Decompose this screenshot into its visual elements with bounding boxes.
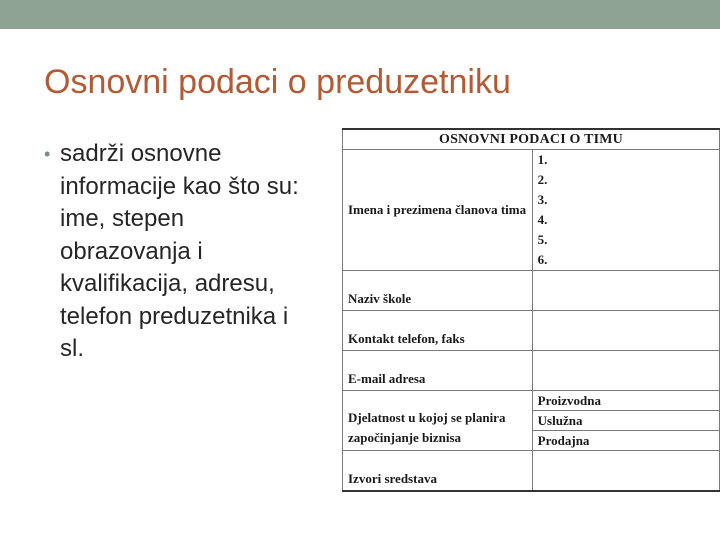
bullet-list <box>44 138 344 366</box>
activity-label-line: Djelatnost u kojoj se planira <box>348 409 506 425</box>
activity-option-production: Proizvodna <box>532 391 719 411</box>
table-header-row <box>343 129 720 150</box>
member-number: 3. <box>537 192 548 207</box>
activity-label-line: započinjanje biznisa <box>348 429 462 445</box>
member-number: 6. <box>537 252 548 267</box>
bullet-line: telefon preduzetnika i <box>60 302 289 330</box>
funding-value-cell <box>532 451 719 491</box>
bullet-marker: • <box>44 144 51 164</box>
bullet-line: obrazovanja i <box>60 237 203 265</box>
table-row-school <box>343 271 720 311</box>
bullet-line: kvalifikacija, adresu, <box>60 270 275 297</box>
slide-title: Osnovni podaci o preduzetniku <box>44 63 511 101</box>
email-label: E-mail adresa <box>343 351 533 391</box>
funding-label: Izvori sredstava <box>343 451 533 491</box>
member-number-list <box>532 150 719 271</box>
bullet-line: ime, stepen <box>60 205 185 232</box>
table-row-members <box>343 150 720 271</box>
bullet-item <box>44 138 344 366</box>
table-row-funding <box>343 451 720 491</box>
member-number: 1. <box>537 152 548 167</box>
bullet-line: sadrži osnovne <box>60 140 222 167</box>
contact-label: Kontakt telefon, faks <box>343 311 533 351</box>
bullet-line: informacije kao što su: <box>60 172 299 200</box>
contact-value-cell <box>532 311 719 351</box>
team-members-label: Imena i prezimena članova tima <box>343 150 533 271</box>
bullet-line: sl. <box>60 335 84 362</box>
table-row-email <box>343 351 720 391</box>
member-number: 5. <box>537 232 548 247</box>
bullet-text <box>60 138 344 366</box>
team-info-table <box>342 128 720 492</box>
top-accent-band <box>0 0 720 29</box>
activity-label <box>343 391 533 451</box>
activity-option-service: Uslužna <box>532 411 719 431</box>
table-header: OSNOVNI PODACI O TIMU <box>343 129 720 150</box>
member-number: 4. <box>537 212 548 227</box>
school-value-cell <box>532 271 719 311</box>
member-number: 2. <box>537 172 548 187</box>
activity-option-sales: Prodajna <box>532 431 719 451</box>
school-label: Naziv škole <box>343 271 533 311</box>
table-row-activity-1 <box>343 391 720 411</box>
email-value-cell <box>532 351 719 391</box>
table-row-contact <box>343 311 720 351</box>
